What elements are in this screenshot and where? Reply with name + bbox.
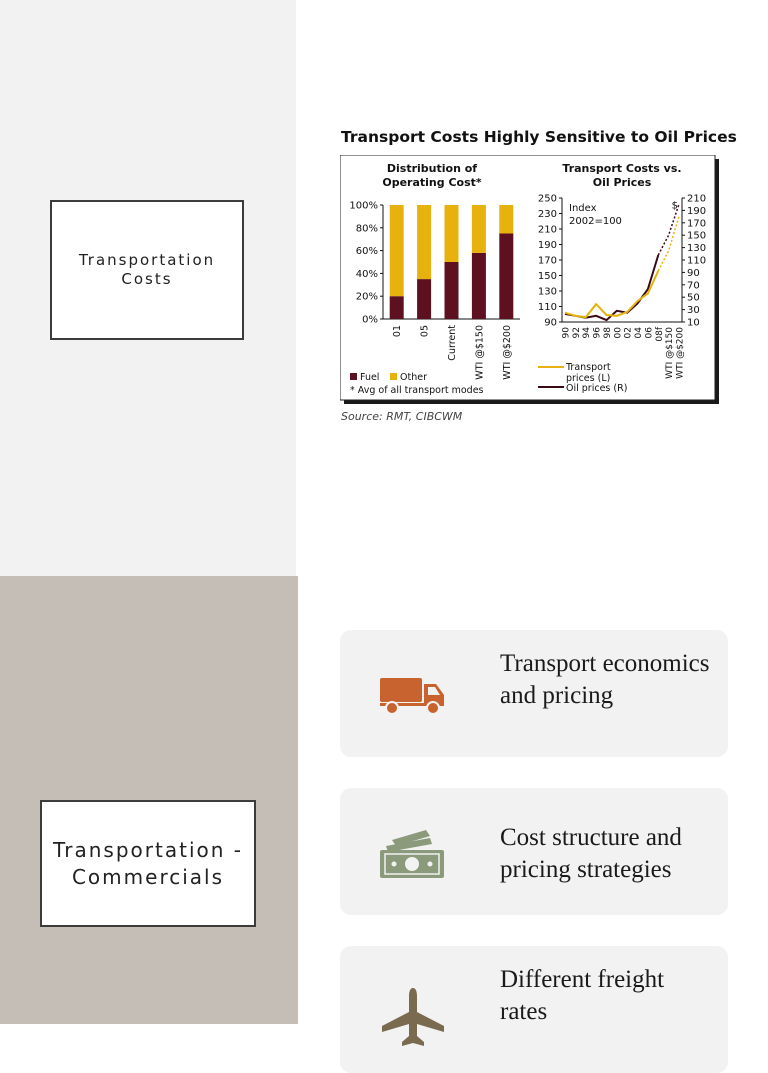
line-right-tick-label: 170: [687, 218, 707, 230]
bar-y-tick-label: 40%: [355, 268, 378, 280]
line-right-axis-unit: $: [671, 200, 678, 212]
line-right-tick-label: 90: [687, 267, 700, 279]
line-x-tick-label: 00: [613, 327, 624, 339]
bar-y-tick-label: 80%: [355, 223, 378, 235]
card-cost-structure-text: Cost structure and pricing strategies: [500, 824, 682, 883]
line-left-tick-label: 170: [537, 255, 557, 267]
line-right-tick-label: 70: [687, 280, 700, 292]
bar-footnote: * Avg of all transport modes: [350, 385, 484, 396]
bar-category-label: 01: [392, 325, 404, 338]
bar-chart-title-line-2: Operating Cost*: [382, 176, 482, 189]
bar-category-label: 05: [419, 325, 431, 338]
transportation-costs-label-text: Transportation Costs: [78, 251, 216, 288]
card-cost-structure[interactable]: [340, 788, 728, 915]
line-right-tick-label: 50: [687, 292, 700, 304]
line-x-tick-label: 08f: [654, 327, 665, 342]
bar-fuel: [417, 279, 431, 319]
line-annotation-line-2: 2002=100: [569, 216, 622, 227]
bar-y-tick-label: 100%: [349, 200, 378, 212]
line-x-tick-label: 94: [582, 327, 593, 339]
line-right-tick-label: 110: [687, 255, 707, 267]
bar-legend-label: Other: [400, 372, 427, 383]
bar-other: [472, 205, 486, 253]
line-x-tick-label: WTI @$150: [665, 327, 676, 379]
bar-category-label: Current: [447, 325, 458, 361]
bar-chart-title-line-1: Distribution of: [386, 162, 478, 175]
line-x-tick-label: 02: [623, 327, 634, 339]
line-right-tick-label: 210: [687, 193, 707, 205]
line-left-tick-label: 230: [537, 209, 557, 220]
bar-other: [499, 205, 513, 234]
line-left-tick-label: 150: [537, 271, 557, 282]
line-x-tick-label: 04: [634, 327, 645, 339]
card-freight-rates-text: Different freight rates: [500, 966, 665, 1025]
card-transport-economics[interactable]: [340, 630, 728, 757]
transport-legend-label-line-2: prices (L): [566, 373, 611, 384]
line-left-tick-label: 190: [537, 240, 557, 251]
line-left-tick-label: 110: [537, 302, 557, 313]
line-left-tick-label: 130: [537, 286, 557, 298]
bar-y-tick-label: 60%: [355, 246, 378, 258]
bar-other: [417, 205, 431, 279]
bar-fuel: [472, 253, 486, 319]
line-x-tick-label: WTI @$200: [675, 327, 686, 379]
bar-fuel: [499, 234, 513, 320]
figure-source: Source: RMT, CIBCWM: [341, 410, 463, 423]
bar-other: [390, 205, 404, 296]
line-left-tick-label: 250: [537, 193, 557, 205]
bar-y-tick-label: 0%: [362, 314, 378, 326]
chart-svg: [340, 155, 720, 405]
bar-legend-swatch: [350, 373, 357, 380]
bar-category-label: WTI @$200: [501, 325, 513, 380]
bar-other: [445, 205, 459, 262]
bar-legend-swatch: [390, 373, 397, 380]
airplane-icon: [378, 986, 448, 1034]
line-right-tick-label: 130: [687, 243, 707, 255]
bar-y-tick-label: 20%: [355, 291, 378, 303]
line-x-tick-label: 98: [602, 327, 613, 339]
line-annotation-line-1: Index: [569, 203, 597, 214]
bar-legend-label: Fuel: [360, 372, 380, 383]
oil-legend-label: Oil prices (R): [566, 383, 628, 394]
line-x-tick-label: 96: [592, 327, 603, 339]
line-right-tick-label: 150: [687, 230, 707, 242]
truck-icon: [378, 670, 448, 718]
line-left-tick-label: 90: [544, 317, 557, 329]
transportation-commercials-label: [40, 800, 256, 927]
card-transport-economics-text: Transport economics and pricing: [500, 650, 710, 709]
line-x-tick-label: 92: [571, 327, 582, 339]
bar-category-label: WTI @$150: [474, 325, 486, 380]
line-chart-title-line-2: Oil Prices: [592, 176, 652, 189]
transportation-costs-label: [50, 200, 244, 340]
line-right-tick-label: 10: [687, 317, 700, 329]
line-left-tick-label: 210: [537, 224, 557, 236]
line-x-tick-label: 06: [644, 327, 655, 339]
line-chart-title-line-1: Transport Costs vs.: [562, 162, 682, 175]
money-icon: [378, 828, 448, 876]
line-right-tick-label: 190: [687, 205, 707, 217]
line-right-tick-label: 30: [687, 305, 700, 317]
figure-title: Transport Costs Highly Sensitive to Oil Prices: [341, 128, 737, 146]
transport-legend-label-line-1: Transport: [566, 362, 611, 373]
card-freight-rates[interactable]: [340, 946, 728, 1073]
bar-fuel: [390, 296, 404, 319]
line-x-tick-label: 90: [561, 327, 572, 339]
transportation-commercials-label-text: Transportation - Commercials: [53, 837, 243, 889]
bar-fuel: [445, 262, 459, 319]
figure-image: [340, 155, 720, 405]
